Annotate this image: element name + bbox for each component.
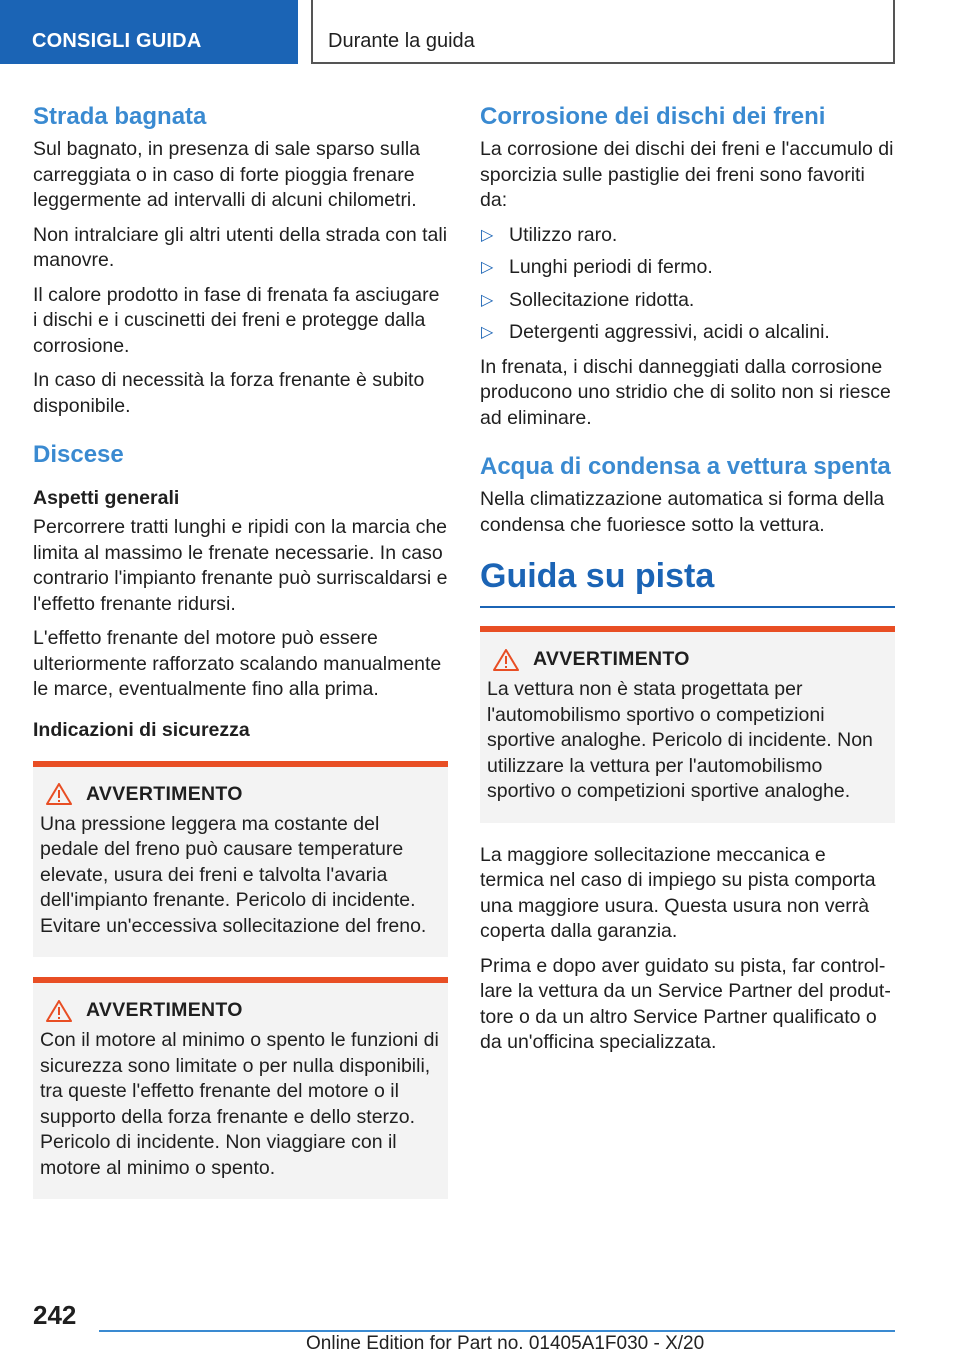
- warning-title: AVVERTIMENTO: [86, 999, 243, 1021]
- list-item: ▷ Sollecitazione ridotta.: [480, 288, 895, 314]
- warning-triangle-icon: [46, 1000, 72, 1022]
- warning-triangle-icon: [46, 783, 72, 805]
- warning-title: AVVERTIMENTO: [86, 782, 243, 805]
- warning-box: [33, 761, 448, 958]
- corrosion-paragraph: La corrosione dei dischi dei freni e l'accumulo di sporcizia sulle pastiglie dei freni sono favoriti da:: [480, 138, 894, 211]
- corrosion-paragraph: In frenata, i dischi danneggiati dalla corrosione producono uno stridio che di solito non si riesce ad eliminare.: [480, 355, 891, 429]
- descents-heading: Discese: [33, 441, 124, 468]
- list-item: ▷ Utilizzo raro.: [480, 223, 895, 249]
- general-paragraph: L'effetto frenante del motore può essere ulteriormente rafforzato scalando manualmente le marce, eventualmente fino alla prima.: [33, 627, 442, 700]
- corrosion-heading: Corrosione dei dischi dei freni: [480, 103, 826, 130]
- warning-box: [480, 626, 895, 823]
- footer-edition: Online Edition for Part no. 01405A1F030 - X/20: [306, 1333, 705, 1354]
- wet-road-heading: Strada bagnata: [33, 103, 207, 130]
- condensate-heading: Acqua di condensa a vettura spenta: [480, 453, 891, 480]
- warning-text: La vettura non è stata progettata per l'automobilismo sportivo o competizioni sportive analoghe. Pericolo di incidente. Non utilizzare la vettura per l'automobilismo sportivo o competizioni sportive analoghe.: [487, 678, 873, 802]
- corrosion-list: [480, 223, 895, 346]
- footer-divider: [99, 1330, 895, 1332]
- general-paragraph: Percorrere tratti lunghi e ripidi con la marcia che limita al massimo le frenate necessarie. In caso contrario l'impianto frenante può surriscaldarsi e l'effetto frenante ridursi.: [33, 516, 448, 615]
- wet-road-paragraph: Sul bagnato, in presenza di sale sparso sulla carreggiata o in caso di forte pioggia frenare leggermente ad intervalli di alcuni chilometri.: [33, 138, 420, 211]
- warning-triangle-icon: [493, 649, 519, 671]
- track-paragraph: La maggiore sollecitazione meccanica e termica nel caso di impiego su pista comporta una maggiore usura. Questa usura non verrà coperta dalla garanzia.: [480, 843, 876, 942]
- wet-road-paragraph: Non intralciare gli altri utenti della strada con tali manovre.: [33, 223, 448, 271]
- warning-box: [33, 977, 448, 1199]
- warning-text: Con il motore al minimo o spento le funzioni di sicurezza sono limitate o per nulla disponibili, tra queste l'effetto frenante del motore o il supporto della forza frenante e dello sterzo. Pericolo di incidente. Non viaggiare con il motore al minimo o spento.: [40, 1029, 439, 1179]
- warning-title: AVVERTIMENTO: [533, 648, 690, 670]
- track-paragraph: Prima e dopo aver guidato su pista, far controllare la vettura da un Service Partner del produttore o da un altro Service Partner qualificato o da un'officina specializzata.: [480, 954, 891, 1053]
- track-driving-heading: Guida su pista: [480, 554, 895, 608]
- triangle-bullet-icon: ▷: [481, 226, 494, 244]
- condensate-paragraph: Nella climatizzazione automatica si forma della condensa che fuoriesce sotto la vettura.: [480, 488, 885, 536]
- triangle-bullet-icon: ▷: [481, 259, 494, 276]
- list-item: ▷ Lunghi periodi di fermo.: [480, 255, 895, 281]
- list-item: ▷ Detergenti aggressivi, acidi o alcalini.: [480, 320, 895, 346]
- wet-road-paragraph: Il calore prodotto in fase di frenata fa asciugare i dischi e i cuscinetti dei freni e protegge dalla corrosione.: [33, 283, 440, 357]
- right-column: [480, 101, 895, 1065]
- wet-road-paragraph: In caso di necessità la forza frenante è subito disponibile.: [33, 369, 425, 417]
- page-number: 242: [33, 1300, 77, 1330]
- general-aspects-heading: Aspetti generali: [33, 487, 180, 509]
- left-column: [33, 101, 448, 1219]
- triangle-bullet-icon: ▷: [481, 291, 494, 309]
- triangle-bullet-icon: ▷: [481, 324, 494, 341]
- warning-text: Una pressione leggera ma costante del pedale del freno può causare temperature elevate, usura dei freni e talvolta l'avaria dell'impianto frenante. Pericolo di incidente. Evitare un'eccessiva sollecitazione del freno.: [40, 812, 427, 937]
- section-tab: CONSIGLI GUIDA: [0, 0, 298, 64]
- chapter-title: Durante la guida: [311, 0, 895, 64]
- safety-heading: Indicazioni di sicurezza: [33, 718, 250, 741]
